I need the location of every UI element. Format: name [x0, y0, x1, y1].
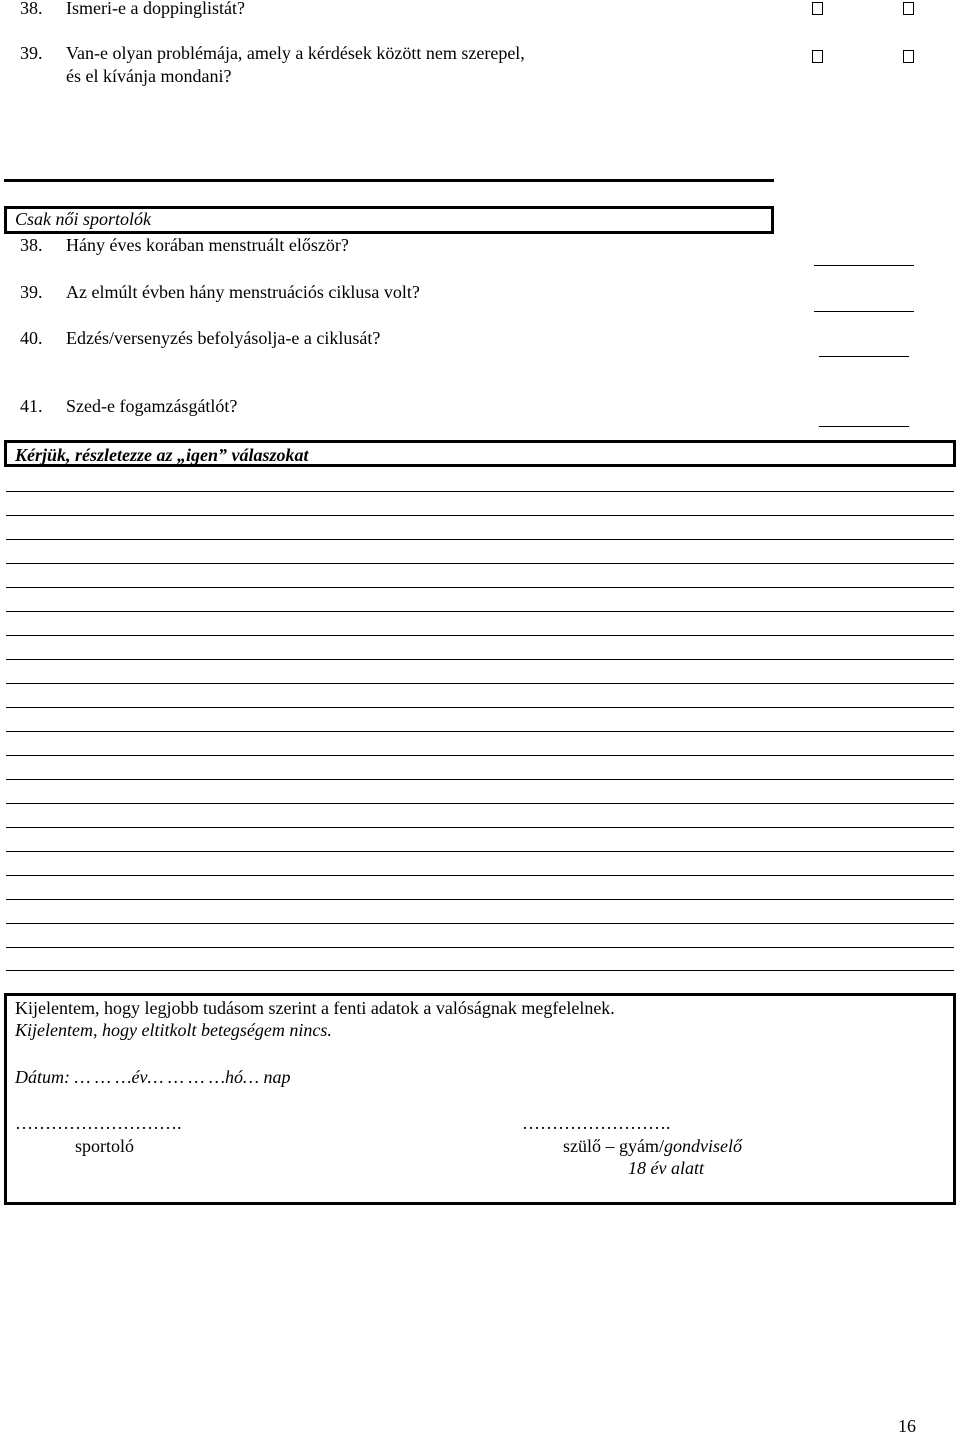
writing-line[interactable]	[6, 491, 954, 492]
writing-line[interactable]	[6, 659, 954, 660]
year-label: év	[131, 1067, 148, 1087]
athlete-signature-label: sportoló	[75, 1136, 135, 1156]
question-number: 38.	[20, 0, 43, 18]
month-dots[interactable]: … … … …	[147, 1067, 226, 1087]
writing-line[interactable]	[6, 875, 954, 876]
date-label: Dátum:	[15, 1067, 70, 1087]
month-label: hó	[225, 1067, 244, 1087]
question-text: Az elmúlt évben hány menstruációs ciklusa volt?	[66, 282, 420, 302]
writing-line[interactable]	[6, 587, 954, 588]
writing-line[interactable]	[6, 923, 954, 924]
guardian-signature-line[interactable]: …………………….	[522, 1113, 671, 1133]
yes-checkbox[interactable]	[812, 2, 823, 15]
writing-line[interactable]	[6, 635, 954, 636]
writing-line[interactable]	[6, 563, 954, 564]
question-text: Hány éves korában menstruált először?	[66, 235, 349, 255]
writing-line[interactable]	[6, 611, 954, 612]
answer-line[interactable]	[814, 311, 914, 312]
day-dots[interactable]: …	[243, 1067, 260, 1087]
question-number: 41.	[20, 396, 43, 416]
writing-line[interactable]	[6, 515, 954, 516]
guardian-age-note: 18 év alatt	[628, 1158, 704, 1178]
question-text: Szed-e fogamzásgátlót?	[66, 396, 238, 416]
guardian-label-italic: gondviselő	[664, 1136, 742, 1156]
answer-line[interactable]	[819, 356, 909, 357]
writing-line[interactable]	[6, 970, 954, 971]
date-row[interactable]	[15, 1067, 291, 1087]
yes-checkbox[interactable]	[812, 50, 823, 63]
question-text: Ismeri-e a doppinglistát?	[66, 0, 245, 18]
section-title: Csak női sportolók	[15, 209, 152, 229]
question-text-line1: Van-e olyan problémája, amely a kérdések között nem szerepel,	[66, 43, 525, 63]
year-dots[interactable]: … … …	[70, 1067, 132, 1087]
answer-line[interactable]	[814, 265, 914, 266]
athlete-signature-line[interactable]: ……………………….	[15, 1113, 182, 1133]
writing-line[interactable]	[6, 731, 954, 732]
writing-line[interactable]	[6, 803, 954, 804]
question-number: 39.	[20, 43, 43, 63]
page-number: 16	[898, 1416, 916, 1436]
writing-line[interactable]	[6, 899, 954, 900]
no-checkbox[interactable]	[903, 2, 914, 15]
writing-line[interactable]	[6, 707, 954, 708]
day-label: nap	[259, 1067, 291, 1087]
question-number: 38.	[20, 235, 43, 255]
section-top-border	[4, 179, 774, 182]
writing-line[interactable]	[6, 539, 954, 540]
declaration-line1: Kijelentem, hogy legjobb tudásom szerint a fenti adatok a valóságnak megfelelnek.	[15, 998, 615, 1018]
question-number: 40.	[20, 328, 43, 348]
question-text-line2: és el kívánja mondani?	[66, 66, 232, 86]
writing-line[interactable]	[6, 755, 954, 756]
writing-line[interactable]	[6, 779, 954, 780]
question-text: Edzés/versenyzés befolyásolja-e a ciklusát?	[66, 328, 381, 348]
writing-line[interactable]	[6, 947, 954, 948]
no-checkbox[interactable]	[903, 50, 914, 63]
writing-line[interactable]	[6, 827, 954, 828]
question-number: 39.	[20, 282, 43, 302]
writing-line[interactable]	[6, 851, 954, 852]
answer-line[interactable]	[819, 426, 909, 427]
guardian-signature-label	[563, 1136, 742, 1156]
declaration-line2: Kijelentem, hogy eltitkolt betegségem nincs.	[15, 1020, 332, 1040]
writing-line[interactable]	[6, 683, 954, 684]
details-title: Kérjük, részletezze az „igen” válaszokat	[15, 445, 309, 465]
guardian-label-regular: szülő – gyám/	[563, 1136, 664, 1156]
